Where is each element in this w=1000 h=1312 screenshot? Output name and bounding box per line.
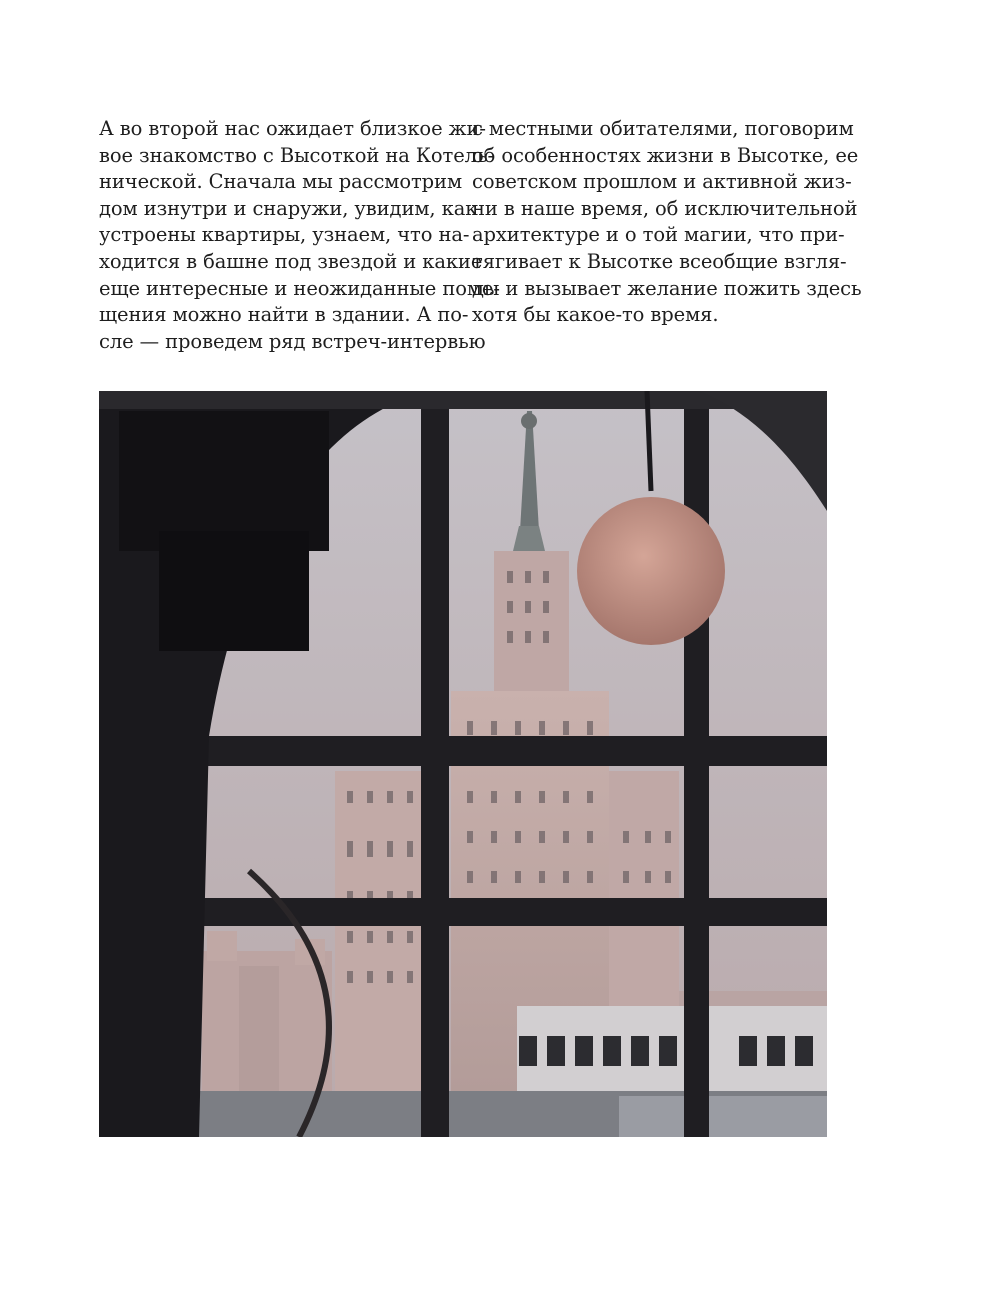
text-line: нической. Сначала мы рассмотрим [99,170,463,194]
text-line: хотя бы какое-то время. [472,303,719,327]
text-line: об особенностях жизни в Высотке, ее [472,143,859,167]
text-line: вое знакомство с Высоткой на Котель- [99,143,494,167]
text-line: сле — проведем ряд встреч-интервью [99,329,486,353]
text-line: архитектуре и о той магии, что при- [472,223,845,247]
text-line: щения можно найти в здании. А по- [99,303,469,327]
text-line: А во второй нас ожидает близкое жи- [99,117,486,140]
pendant-lamp [577,497,725,645]
text-line: ды и вызывает желание пожить здесь [472,276,862,300]
text-column-right [472,116,862,329]
text-column-left [99,116,500,355]
text-line: устроены квартиры, узнаем, что на- [99,223,470,247]
text-line: советском прошлом и активной жиз- [472,170,852,194]
text-line: дом изнутри и снаружи, увидим, как [99,196,478,220]
text-line: ни в наше время, об исключительной [472,196,858,220]
photo-highrise-through-window [99,391,827,1137]
projector-box [119,411,329,551]
text-line: еще интересные и неожиданные поме- [99,276,500,300]
text-line: ходится в башне под звездой и какие [99,249,483,273]
text-line: с местными обитателями, поговорим [472,117,854,140]
text-line: тягивает к Высотке всеобщие взгля- [472,249,847,273]
